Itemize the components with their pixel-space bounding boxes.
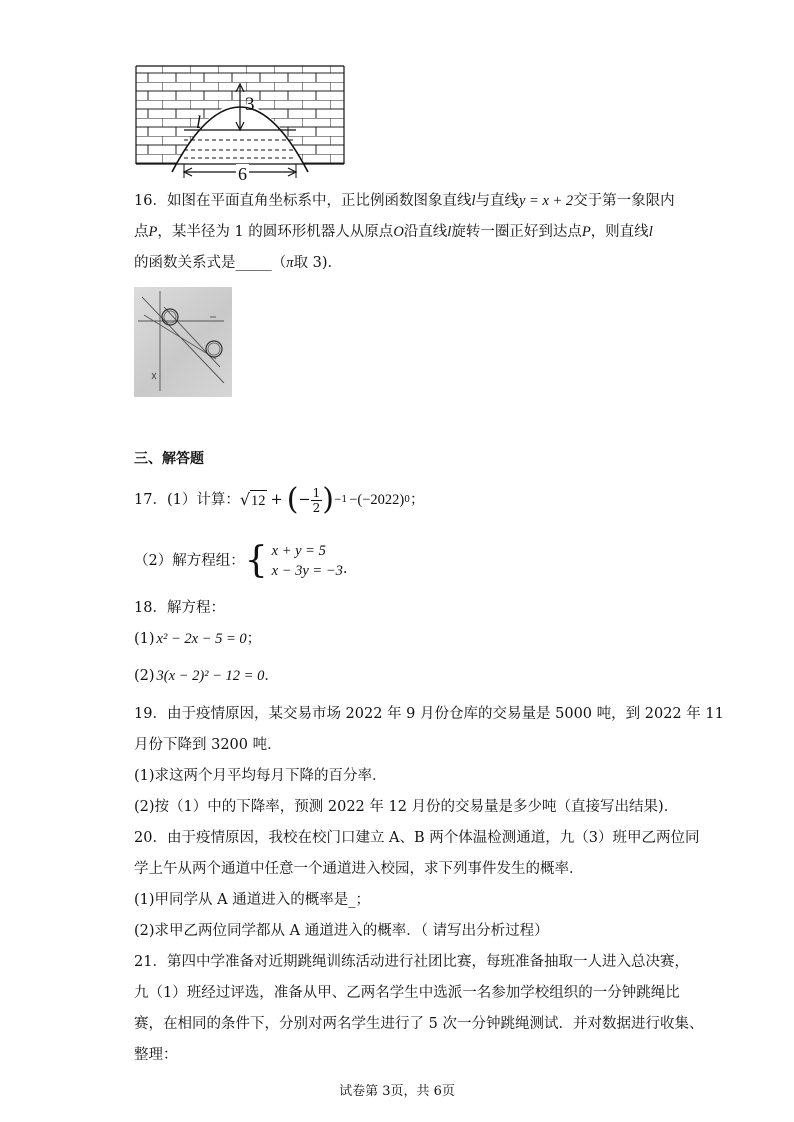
page-footer: 试卷第 3页，共 6页 — [339, 1084, 455, 1099]
width-label: 6 — [238, 164, 247, 184]
q20-line2: 学上午从两个通道中任意一个通道进入校园，求下列事件发生的概率． — [134, 861, 584, 877]
sqrt-symbol: √ — [239, 490, 251, 509]
q21-line4: 整理： — [134, 1047, 178, 1063]
q19-line2: 月份下降到 3200 吨． — [134, 737, 282, 753]
section-heading: 三、解答题 — [134, 451, 204, 467]
sqrt-radicand: 12 — [250, 490, 267, 511]
q20-sub1: (1)甲同学从 A 通道进入的概率是_； — [134, 892, 370, 908]
q21-line1: 21．第四中学准备对近期跳绳训练活动进行社团比赛，每班准备抽取一人进入总决赛， — [134, 954, 689, 970]
q18-part1: (1) x² − 2x − 5 = 0； — [134, 631, 262, 647]
q18-part2: (2) 3(x − 2)² − 12 = 0． — [134, 668, 279, 684]
fraction-half: $\frac{1}{2}$ — [312, 485, 321, 515]
q21-line2: 九（1）班经过评选，准备从甲、乙两名学生中选派一名参加学校组织的一分钟跳绳比 — [134, 985, 680, 1001]
q19-sub2: (2)按（1）中的下降率，预测 2022 年 12 月份的交易量是多少吨（直接写出结果)． — [134, 799, 679, 815]
q20-sub2: (2)求甲乙两位同学都从 A 通道进入的概率．（ 请写出分析过程） — [134, 923, 549, 939]
sketch-drawing — [134, 287, 232, 397]
q16-line1: 16．如图在平面直角坐标系中，正比例函数图象直线l与直线y = x + 2交于第一象限内 — [134, 193, 675, 209]
q19-line1: 19．由于疫情原因，某交易市场 2022 年 9 月份仓库的交易量是 5000 吨，到 2022 年 11 — [134, 706, 724, 722]
q21-line3: 赛，在相同的条件下，分别对两名学生进行了 5 次一分钟跳绳测试．并对数据进行收集、 — [134, 1016, 704, 1032]
q20-line1: 20．由于疫情原因，我校在校门口建立 A、B 两个体温检测通道，九（3）班甲乙两位同 — [134, 830, 700, 846]
q19-sub1: (1)求这两个月平均每月下降的百分率． — [134, 768, 387, 784]
q16-sketch-photo — [134, 287, 232, 397]
wall-arch-figure — [134, 64, 346, 184]
q16-line3: 的函数关系式是_____（π取 3)． — [134, 255, 343, 271]
q17-part2: （2）解方程组： { x + y = 5 x − 3y = −3 . — [134, 540, 348, 581]
q18-title: 18．解方程： — [134, 600, 225, 616]
line-label: l — [196, 112, 202, 132]
height-label: 3 — [245, 94, 255, 115]
brace-symbol: { — [244, 540, 268, 581]
q17-part1: 17．(1）计算： √ 12 + ( − $\frac{1}{2}$ ) −1 −(−2022) 0 ； — [134, 482, 425, 517]
q16-line2: 点P，某半径为 1 的圆环形机器人从原点O沿直线l旋转一圈正好到达点P，则直线l — [134, 224, 653, 240]
